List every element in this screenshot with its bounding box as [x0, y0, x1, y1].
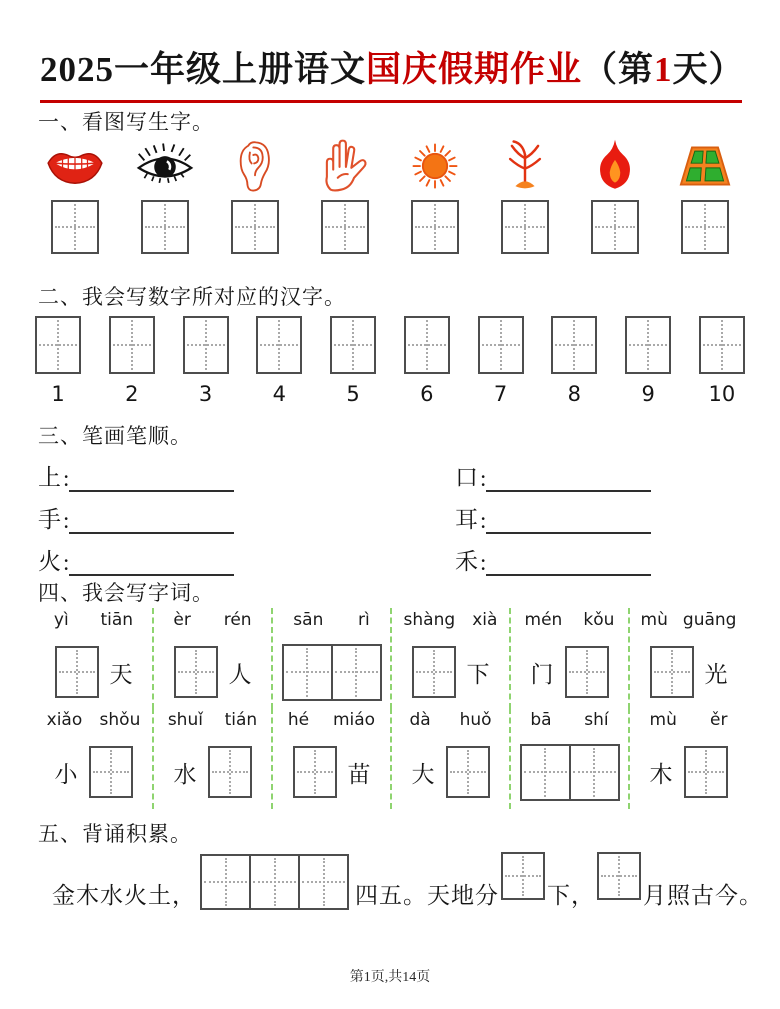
- figure-column: [305, 134, 385, 254]
- colon: :: [63, 550, 70, 575]
- pinyin: shuǐ: [167, 710, 203, 730]
- grid-cell: [295, 748, 335, 796]
- figure-column: [215, 134, 295, 254]
- content-row: [395, 643, 506, 701]
- content-row: [514, 743, 625, 801]
- pinyin-row: [395, 710, 506, 738]
- figure-column: [485, 134, 565, 254]
- pinyin: mù: [640, 610, 668, 630]
- writing-grid: [51, 200, 99, 254]
- number-label: 10: [708, 382, 736, 406]
- number-column: [699, 316, 745, 406]
- pinyin: mén: [524, 610, 563, 630]
- title-part-red1: 国庆假期作业: [366, 50, 583, 89]
- writing-grid: [141, 200, 189, 254]
- answer-line: [69, 466, 234, 492]
- pinyin: ěr: [709, 710, 728, 730]
- pinyin-row: [395, 610, 506, 638]
- content-row: [633, 643, 744, 701]
- number-column: [551, 316, 597, 406]
- pinyin-row: [633, 710, 744, 738]
- hanzi: 天: [109, 661, 133, 687]
- number-label: 4: [272, 382, 286, 406]
- number-column: [256, 316, 302, 406]
- number-column: [404, 316, 450, 406]
- grid-cell: [298, 856, 347, 908]
- grid-cell: [143, 202, 187, 252]
- grid-cell: [503, 202, 547, 252]
- content-row: [38, 743, 149, 801]
- grid-cell: [567, 648, 607, 696]
- number-label: 8: [567, 382, 582, 406]
- word-column: [35, 708, 154, 809]
- writing-grid: [597, 852, 641, 900]
- grid-cell: [176, 648, 216, 696]
- grid-cell: [323, 202, 367, 252]
- hanzi: 门: [530, 661, 554, 687]
- colon: :: [63, 466, 70, 491]
- colon: :: [480, 508, 487, 533]
- stroke-order-item: [455, 494, 744, 536]
- hanzi: 光: [704, 661, 728, 687]
- pinyin-row: [276, 610, 387, 638]
- hanzi: 下: [466, 661, 490, 687]
- writing-grid: [625, 316, 671, 374]
- pinyin: shǒu: [99, 710, 141, 730]
- grid-cell: [331, 646, 380, 699]
- hanzi: 大: [411, 761, 435, 787]
- pinyin: bā: [530, 710, 552, 730]
- section5-heading: 五、背诵积累。: [38, 822, 192, 846]
- figure-column: [35, 134, 115, 254]
- grid-cell: [652, 648, 692, 696]
- grid-cell: [686, 748, 726, 796]
- writing-grid: [681, 200, 729, 254]
- content-row: [276, 743, 387, 801]
- pinyin: shí: [584, 710, 609, 730]
- number-label: 7: [493, 382, 508, 406]
- grid-cell: [414, 648, 454, 696]
- content-row: [157, 643, 268, 701]
- stroke-char: 手: [38, 507, 61, 532]
- content-row: [157, 743, 268, 801]
- stroke-char: 上: [38, 465, 61, 490]
- writing-grid: [591, 200, 639, 254]
- grid-cell: [683, 202, 727, 252]
- number-column: [183, 316, 229, 406]
- pinyin-row: [38, 710, 149, 738]
- writing-grid: [478, 316, 524, 374]
- section5-sentence: [52, 852, 763, 910]
- grid-cell: [413, 202, 457, 252]
- word-column: [35, 608, 154, 709]
- grid-cell: [249, 856, 298, 908]
- page-number: 第1页,共14页: [349, 970, 431, 985]
- writing-grid: [404, 316, 450, 374]
- hanzi: 苗: [347, 761, 371, 787]
- word-column: [630, 708, 747, 809]
- pinyin: tián: [224, 710, 258, 730]
- word-column: [273, 608, 392, 709]
- title-part-black2: （第: [582, 50, 655, 89]
- writing-grid: [650, 646, 694, 698]
- writing-grid: [501, 852, 545, 900]
- content-row: [38, 643, 149, 701]
- sun-icon: [405, 134, 465, 198]
- section4-row1: [35, 608, 747, 709]
- pinyin: sān: [293, 610, 324, 630]
- stroke-order-item: [38, 536, 455, 578]
- writing-grid: [321, 200, 369, 254]
- rice-seedling-icon: [497, 134, 553, 198]
- fire-icon: [587, 134, 643, 198]
- writing-grid: [55, 646, 99, 698]
- writing-grid: [501, 200, 549, 254]
- pinyin: mù: [649, 710, 677, 730]
- hanzi: 木: [649, 761, 673, 787]
- title-part-red2: 1: [654, 50, 673, 89]
- writing-grid: [446, 746, 490, 798]
- section1-heading: 一、看图写生字。: [38, 110, 214, 134]
- grid-cell: [37, 318, 79, 372]
- pinyin: xiǎo: [46, 710, 83, 730]
- pinyin-row: [38, 610, 149, 638]
- pinyin-row: [514, 610, 625, 638]
- figure-column: [125, 134, 205, 254]
- grid-cell: [448, 748, 488, 796]
- answer-line: [69, 508, 234, 534]
- grid-cell: [480, 318, 522, 372]
- section3-heading: 三、笔画笔顺。: [38, 424, 192, 448]
- content-row: [514, 643, 625, 701]
- writing-grid-double: [520, 744, 620, 801]
- writing-grid: [256, 316, 302, 374]
- pinyin: dà: [409, 710, 431, 730]
- section2-heading: 二、我会写数字所对应的汉字。: [38, 285, 346, 309]
- writing-grid: [89, 746, 133, 798]
- mouth-icon: [44, 134, 106, 198]
- stroke-char: 耳: [455, 507, 478, 532]
- eye-icon: [135, 134, 195, 198]
- title-part-black3: 天）: [672, 50, 745, 89]
- writing-grid: [684, 746, 728, 798]
- sentence-segment: 下，: [547, 883, 595, 908]
- number-column: [330, 316, 376, 406]
- pinyin: rì: [357, 610, 370, 630]
- stroke-char: 口: [455, 465, 478, 490]
- word-column: [511, 608, 630, 709]
- grid-cell: [332, 318, 374, 372]
- hanzi: 人: [228, 661, 252, 687]
- grid-cell: [185, 318, 227, 372]
- content-row: [395, 743, 506, 801]
- number-column: [109, 316, 155, 406]
- grid-cell: [593, 202, 637, 252]
- grid-cell: [258, 318, 300, 372]
- grid-cell: [599, 854, 639, 898]
- stroke-char: 火: [38, 549, 61, 574]
- page-title: [40, 42, 745, 103]
- writing-grid: [330, 316, 376, 374]
- writing-grid: [551, 316, 597, 374]
- answer-line: [69, 550, 234, 576]
- pinyin: èr: [173, 610, 191, 630]
- writing-grid: [208, 746, 252, 798]
- grid-cell: [210, 748, 250, 796]
- answer-line: [486, 550, 651, 576]
- pinyin: hé: [287, 710, 310, 730]
- pinyin: kǒu: [583, 610, 615, 630]
- ear-icon: [228, 134, 282, 198]
- pinyin: yì: [53, 610, 69, 630]
- title-part-black1: 2025一年级上册语文: [40, 50, 367, 89]
- writing-grid: [183, 316, 229, 374]
- stroke-char: 禾: [455, 549, 478, 574]
- word-column: [392, 708, 511, 809]
- grid-cell: [503, 854, 543, 898]
- answer-line: [486, 508, 651, 534]
- colon: :: [480, 550, 487, 575]
- section3-grid: [38, 452, 744, 578]
- sentence-segment: 金木水火土，: [52, 883, 196, 908]
- grid-cell: [284, 646, 331, 699]
- word-column: [511, 708, 630, 809]
- number-label: 1: [51, 382, 65, 406]
- section4-row2: [35, 708, 747, 809]
- pinyin-row: [633, 610, 744, 638]
- pinyin: shàng: [403, 610, 456, 630]
- figure-column: [665, 134, 745, 254]
- number-column: [478, 316, 524, 406]
- word-column: [154, 708, 273, 809]
- number-label: 2: [125, 382, 139, 406]
- sentence-segment: 月照古今。: [643, 883, 763, 908]
- pinyin: miáo: [332, 710, 376, 730]
- word-column: [392, 608, 511, 709]
- colon: :: [63, 508, 70, 533]
- sentence-segment: 四五。天地分: [355, 883, 499, 908]
- grid-cell: [233, 202, 277, 252]
- stroke-order-item: [38, 494, 455, 536]
- writing-grid: [109, 316, 155, 374]
- hanzi: 水: [173, 761, 197, 787]
- pinyin-row: [157, 610, 268, 638]
- number-label: 9: [641, 382, 655, 406]
- grid-cell: [701, 318, 743, 372]
- grid-cell: [111, 318, 153, 372]
- pinyin-row: [157, 710, 268, 738]
- grid-cell: [406, 318, 448, 372]
- number-label: 6: [420, 382, 434, 406]
- answer-line: [486, 466, 651, 492]
- stroke-order-item: [455, 452, 744, 494]
- grid-cell: [522, 746, 569, 799]
- stroke-order-item: [455, 536, 744, 578]
- writing-grid: [231, 200, 279, 254]
- number-label: 5: [346, 382, 360, 406]
- section1-figure-row: [35, 134, 745, 254]
- number-column: [625, 316, 671, 406]
- field-icon: [675, 134, 735, 198]
- writing-grid: [35, 316, 81, 374]
- grid-cell: [202, 856, 249, 908]
- content-row: [276, 643, 387, 701]
- pinyin: tiān: [100, 610, 134, 630]
- grid-cell: [53, 202, 97, 252]
- writing-grid: [412, 646, 456, 698]
- stroke-order-item: [38, 452, 455, 494]
- grid-cell: [57, 648, 97, 696]
- word-column: [630, 608, 747, 709]
- writing-grid: [174, 646, 218, 698]
- hand-icon: [316, 134, 374, 198]
- writing-grid: [293, 746, 337, 798]
- writing-grid: [565, 646, 609, 698]
- hanzi: 小: [54, 761, 78, 787]
- grid-cell: [627, 318, 669, 372]
- section4-heading: 四、我会写字词。: [38, 581, 214, 605]
- writing-grid: [699, 316, 745, 374]
- colon: :: [480, 466, 487, 491]
- figure-column: [395, 134, 475, 254]
- writing-grid-triple: [200, 854, 349, 910]
- pinyin-row: [276, 710, 387, 738]
- figure-column: [575, 134, 655, 254]
- number-column: [35, 316, 81, 406]
- writing-grid: [411, 200, 459, 254]
- grid-cell: [553, 318, 595, 372]
- pinyin: guāng: [682, 610, 737, 630]
- pinyin: xià: [472, 610, 498, 630]
- content-row: [633, 743, 744, 801]
- word-column: [154, 608, 273, 709]
- pinyin-row: [514, 710, 625, 738]
- writing-grid-double: [282, 644, 382, 701]
- grid-cell: [569, 746, 618, 799]
- grid-cell: [91, 748, 131, 796]
- number-label: 3: [198, 382, 213, 406]
- word-column: [273, 708, 392, 809]
- section2-number-row: [35, 316, 745, 406]
- pinyin: huǒ: [459, 710, 492, 730]
- pinyin: rén: [223, 610, 252, 630]
